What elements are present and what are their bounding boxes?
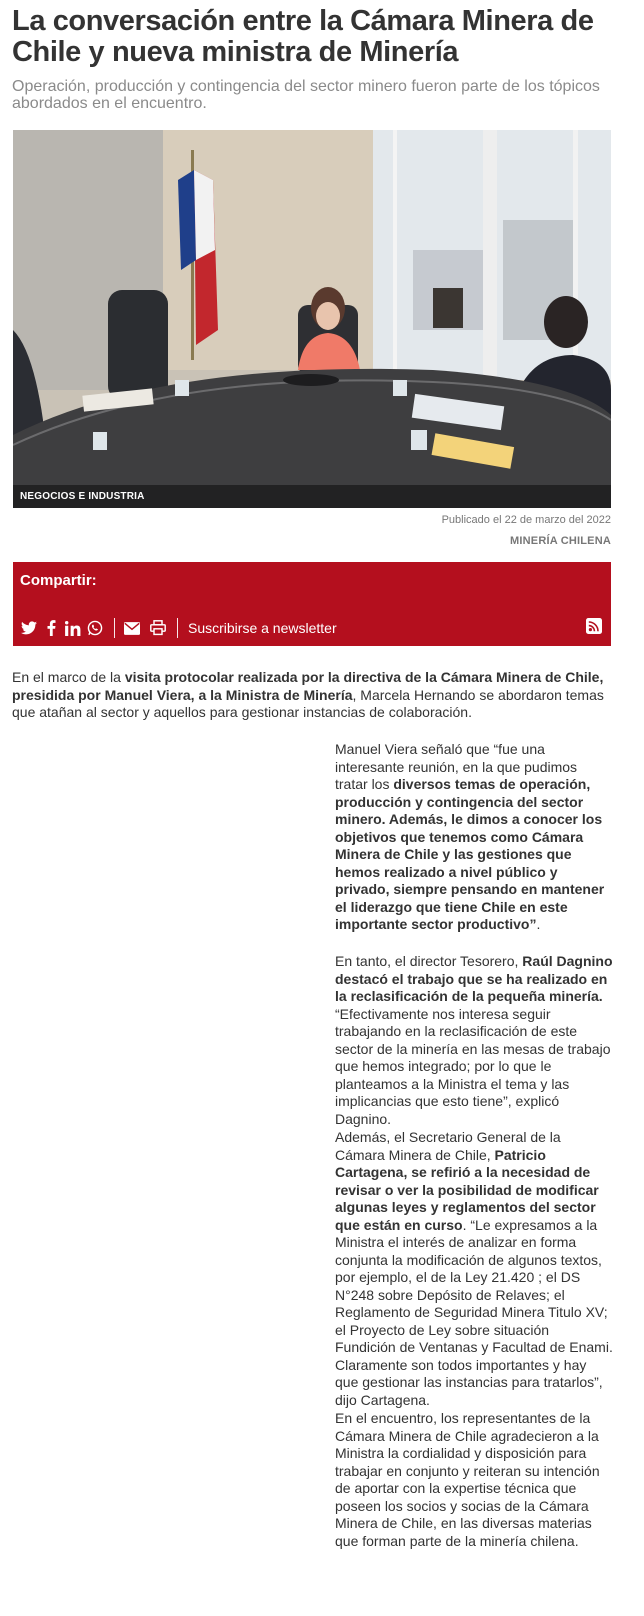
share-icons	[20, 617, 337, 639]
twitter-icon[interactable]	[20, 619, 38, 637]
linkedin-icon[interactable]	[64, 619, 82, 637]
category-label[interactable]: NEGOCIOS E INDUSTRIA	[13, 485, 611, 508]
published-date: Publicado el 22 de marzo del 2022	[441, 514, 611, 526]
share-divider-2	[177, 618, 178, 638]
article-source[interactable]: MINERÍA CHILENA	[510, 535, 611, 547]
article-subtitle: Operación, producción y contingencia del sector minero fueron parte de los tópicos abordados en el encuentro.	[12, 78, 600, 112]
share-divider	[114, 618, 115, 638]
paragraph-closing: En el encuentro, los representantes de la Cámara Minera de Chile agradecieron a la Ministra la cordialidad y disposición para trabajar en conjunto y reiteran su intención de aportar con la expertise técnica que poseen los socios y socias de la Cámara Minera de Chile, en las diversas materias que forman parte de la minería chilena.	[335, 1410, 600, 1549]
meeting-photo	[13, 130, 611, 508]
article-title: La conversación entre la Cámara Minera de Chile y nueva ministra de Minería	[12, 5, 594, 68]
whatsapp-icon[interactable]	[86, 619, 104, 637]
email-icon[interactable]	[123, 619, 141, 637]
rss-icon[interactable]	[586, 618, 604, 636]
print-icon[interactable]	[149, 619, 167, 637]
newsletter-link[interactable]: Suscribirse a newsletter	[188, 620, 337, 636]
paragraph-dagnino: En tanto, el director Tesorero, Raúl Dagnino destacó el trabajo que se ha realizado en la reclasificación de la pequeña minería. “Efectivamente nos interesa seguir trabajando en la reclasificación de este sector de la minería en las mesas de trabajo que hemos integrado; por lo que le planteamos a la Ministra el tema y las implicancias que esto tiene”, explicó Dagnino.	[335, 953, 613, 1127]
paragraph-viera: Manuel Viera señaló que “fue una interesante reunión, en la que pudimos tratar los diversos temas de operación, producción y contingencia del sector minero. Además, le dimos a conocer los objetivos que tenemos como Cámara Minera de Chile y las gestiones que hemos realizado a nivel público y privado, siempre pensando en mantener el liderazgo que tiene Chile en este importante sector productivo”.	[335, 741, 605, 932]
hero-image	[13, 130, 611, 508]
share-title: Compartir:	[20, 572, 97, 589]
intro-paragraph: En el marco de la visita protocolar realizada por la directiva de la Cámara Minera de Chile, presidida por Manuel Viera, a la Ministra de Minería, Marcela Hernando se abordaron temas que atañan al sector y aquellos para gestionar instancias de colaboración.	[12, 669, 604, 720]
share-bar	[13, 562, 611, 646]
facebook-icon[interactable]	[42, 619, 60, 637]
paragraph-cartagena: Además, el Secretario General de la Cámara Minera de Chile, Patricio Cartagena, se refirió a la necesidad de revisar o ver la posibilidad de modificar algunas leyes y reglamentos del sector que están en curso. “Le expresamos a la Ministra el interés de analizar en forma conjunta la modificación de algunos textos, por ejemplo, el de la Ley 21.420 ; el DS N°248 sobre Depósito de Relaves; el Reglamento de Seguridad Minera Titulo XV; el Proyecto de Ley sobre situación Fundición de Ventanas y Facultad de Enami. Claramente son todos importantes y hay que gestionar las instancias para tratarlos”, dijo Cartagena.	[335, 1129, 613, 1408]
